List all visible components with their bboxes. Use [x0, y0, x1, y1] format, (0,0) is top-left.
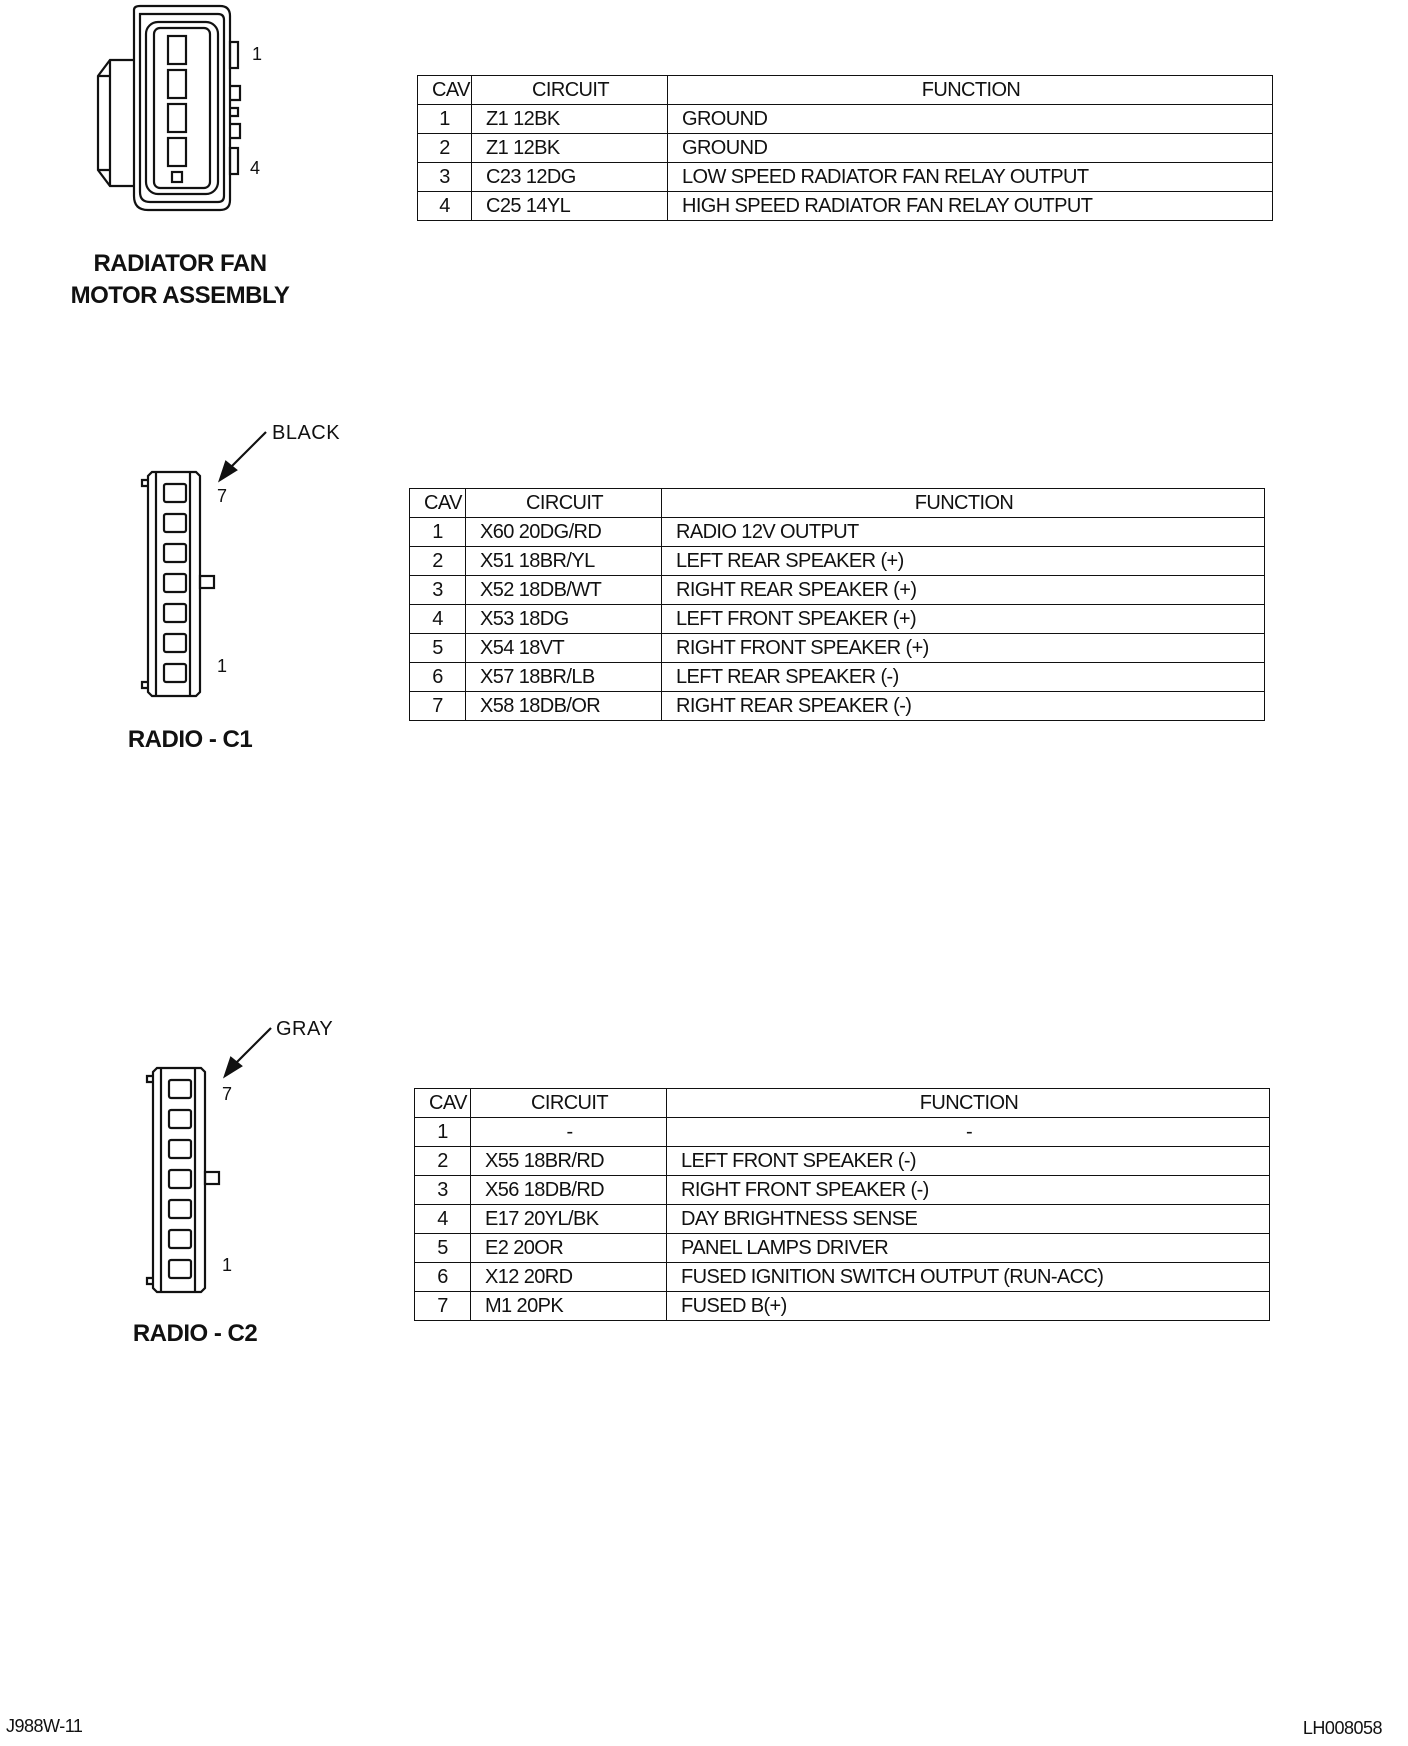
radiator-fan-connector-drawing [90, 0, 240, 210]
cav-cell: 1 [415, 1118, 471, 1147]
function-cell: - [667, 1118, 1270, 1147]
radio-c1-connector-drawing [140, 420, 380, 700]
function-cell: GROUND [668, 105, 1273, 134]
circuit-cell: E17 20YL/BK [471, 1205, 667, 1234]
table-header-row [415, 1089, 1270, 1118]
cav-cell: 6 [410, 663, 466, 692]
radio-c2-pinout-table [414, 1088, 1270, 1321]
header-function: FUNCTION [667, 1089, 1270, 1118]
connector-title [50, 248, 310, 312]
function-cell: RADIO 12V OUTPUT [662, 518, 1265, 547]
function-cell: RIGHT REAR SPEAKER (-) [662, 692, 1265, 721]
connector-color-label: BLACK [272, 422, 341, 444]
cav-cell: 3 [418, 163, 472, 192]
function-cell: RIGHT FRONT SPEAKER (-) [667, 1176, 1270, 1205]
function-cell: HIGH SPEED RADIATOR FAN RELAY OUTPUT [668, 192, 1273, 221]
pin-number-top: 1 [252, 44, 263, 64]
circuit-cell: C23 12DG [472, 163, 668, 192]
circuit-cell: C25 14YL [472, 192, 668, 221]
table-row [410, 547, 1265, 576]
figure-code-left: J988W-11 [6, 1716, 83, 1736]
radio-c1-pinout-table [409, 488, 1265, 721]
connector-title-line: RADIO - C2 [132, 1320, 258, 1347]
function-cell: FUSED IGNITION SWITCH OUTPUT (RUN-ACC) [667, 1263, 1270, 1292]
connector-title-line: RADIO - C1 [127, 726, 253, 753]
connector-title [80, 724, 300, 756]
table-row [418, 192, 1273, 221]
circuit-cell: X55 18BR/RD [471, 1147, 667, 1176]
circuit-cell: X58 18DB/OR [466, 692, 662, 721]
circuit-cell: M1 20PK [471, 1292, 667, 1321]
connector-title-line: MOTOR ASSEMBLY [70, 282, 290, 309]
circuit-cell: X57 18BR/LB [466, 663, 662, 692]
function-cell: LEFT FRONT SPEAKER (-) [667, 1147, 1270, 1176]
table-row [410, 663, 1265, 692]
circuit-cell: X60 20DG/RD [466, 518, 662, 547]
table-header-row [410, 489, 1265, 518]
circuit-cell: E2 20OR [471, 1234, 667, 1263]
radiator-fan-pinout-table [417, 75, 1273, 221]
pin-number-top: 7 [222, 1084, 233, 1104]
function-cell: RIGHT FRONT SPEAKER (+) [662, 634, 1265, 663]
cav-cell: 4 [410, 605, 466, 634]
circuit-cell: X53 18DG [466, 605, 662, 634]
cav-cell: 4 [415, 1205, 471, 1234]
table-row [418, 134, 1273, 163]
table-header-row [418, 76, 1273, 105]
cav-cell: 2 [410, 547, 466, 576]
connector-title-line: RADIATOR FAN [93, 250, 267, 277]
header-circuit: CIRCUIT [466, 489, 662, 518]
function-cell: LEFT REAR SPEAKER (+) [662, 547, 1265, 576]
table-row [415, 1292, 1270, 1321]
table-row [415, 1118, 1270, 1147]
table-row [415, 1205, 1270, 1234]
function-cell: FUSED B(+) [667, 1292, 1270, 1321]
header-function: FUNCTION [668, 76, 1273, 105]
connector-title [85, 1318, 305, 1350]
cav-cell: 5 [415, 1234, 471, 1263]
cav-cell: 3 [415, 1176, 471, 1205]
cav-cell: 1 [410, 518, 466, 547]
function-cell: GROUND [668, 134, 1273, 163]
circuit-cell: Z1 12BK [472, 134, 668, 163]
cav-cell: 6 [415, 1263, 471, 1292]
table-row [410, 605, 1265, 634]
table-row [410, 692, 1265, 721]
pin-number-top: 7 [217, 486, 228, 506]
table-row [415, 1263, 1270, 1292]
circuit-cell: X56 18DB/RD [471, 1176, 667, 1205]
cav-cell: 3 [410, 576, 466, 605]
circuit-cell: X54 18VT [466, 634, 662, 663]
function-cell: LEFT FRONT SPEAKER (+) [662, 605, 1265, 634]
figure-code-right: LH008058 [1302, 1718, 1382, 1738]
function-cell: LEFT REAR SPEAKER (-) [662, 663, 1265, 692]
header-function: FUNCTION [662, 489, 1265, 518]
function-cell: LOW SPEED RADIATOR FAN RELAY OUTPUT [668, 163, 1273, 192]
cav-cell: 2 [418, 134, 472, 163]
header-cav: CAV [418, 76, 472, 105]
pin-number-bottom: 1 [217, 656, 228, 676]
pin-number-bottom: 4 [250, 158, 261, 178]
pin-number-bottom: 1 [222, 1255, 233, 1275]
circuit-cell: - [471, 1118, 667, 1147]
circuit-cell: X12 20RD [471, 1263, 667, 1292]
cav-cell: 4 [418, 192, 472, 221]
function-cell: DAY BRIGHTNESS SENSE [667, 1205, 1270, 1234]
table-row [418, 105, 1273, 134]
table-row [415, 1234, 1270, 1263]
cav-cell: 7 [410, 692, 466, 721]
cav-cell: 7 [415, 1292, 471, 1321]
table-row [410, 634, 1265, 663]
circuit-cell: X51 18BR/YL [466, 547, 662, 576]
function-cell: RIGHT REAR SPEAKER (+) [662, 576, 1265, 605]
cav-cell: 1 [418, 105, 472, 134]
header-cav: CAV [410, 489, 466, 518]
table-row [415, 1147, 1270, 1176]
connector-color-label: GRAY [276, 1018, 334, 1040]
table-row [410, 576, 1265, 605]
table-row [410, 518, 1265, 547]
cav-cell: 5 [410, 634, 466, 663]
table-row [415, 1176, 1270, 1205]
circuit-cell: Z1 12BK [472, 105, 668, 134]
table-row [418, 163, 1273, 192]
function-cell: PANEL LAMPS DRIVER [667, 1234, 1270, 1263]
header-circuit: CIRCUIT [472, 76, 668, 105]
header-cav: CAV [415, 1089, 471, 1118]
header-circuit: CIRCUIT [471, 1089, 667, 1118]
radio-c2-connector-drawing [145, 1016, 385, 1296]
cav-cell: 2 [415, 1147, 471, 1176]
circuit-cell: X52 18DB/WT [466, 576, 662, 605]
